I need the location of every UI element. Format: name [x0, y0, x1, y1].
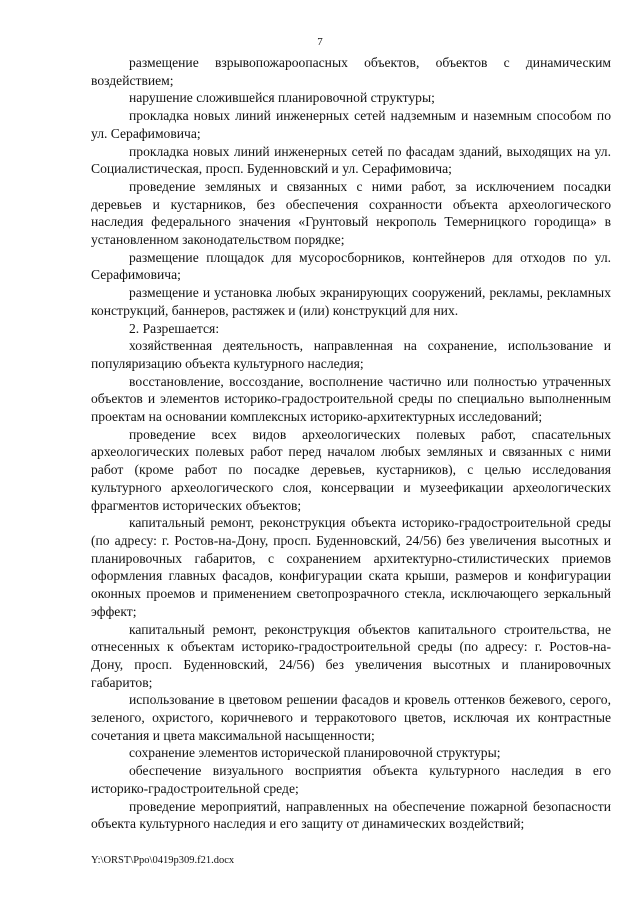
paragraph-1: размещение взрывопожароопасных объектов, объектов с динамическим воздействием;: [91, 55, 611, 88]
paragraph-14: использование в цветовом решении фасадов и кровель оттенков бежевого, серого, зеленого, охристого, коричневого и терракотового цветов, исключая их контрастные сочетания и цвета максимальной насыщенности;: [91, 692, 611, 743]
paragraph-15: сохранение элементов исторической планировочной структуры;: [129, 745, 501, 761]
section-heading-allowed: 2. Разрешается:: [129, 320, 220, 336]
paragraph-16: обеспечение визуального восприятия объекта культурного наследия в его историко-градостроительной среде;: [91, 763, 611, 796]
footer-file-path: Y:\ORST\Ppo\0419p309.f21.docx: [91, 855, 235, 866]
paragraph-4: прокладка новых линий инженерных сетей по фасадам зданий, выходящих на ул. Социалистическая, просп. Буденновский и ул. Серафимовича;: [91, 143, 611, 177]
paragraph-12: капитальный ремонт, реконструкция объекта историко-градостроительной среды (по адресу: г. Ростов-на-Дону, просп. Буденновский, 24/56) без увеличения высотных и планировочных габаритов, с сохранением архитектурно-стилистических приемов оформления главных фасадов, конфигурации ската крыши, размеров и конфигурации оконных проемов и применением светопрозрачного стекла, исключающего зеркальный эффект;: [91, 515, 611, 619]
paragraph-7: размещение и установка любых экранирующих сооружений, рекламы, рекламных конструкций, баннеров, растяжек и (или) конструкций для них.: [91, 285, 611, 318]
paragraph-9: хозяйственная деятельность, направленная на сохранение, использование и популяризацию объекта культурного наследия;: [91, 338, 611, 371]
paragraph-17: проведение мероприятий, направленных на обеспечение пожарной безопасности объекта культурного наследия и его защиту от динамических воздействий;: [91, 798, 611, 832]
paragraph-10: восстановление, воссоздание, восполнение частично или полностью утраченных объектов и элементов историко-градостроительной среды по специально выполненным проектам на основании комплексных историко-архитектурных исследований;: [91, 373, 611, 425]
paragraph-13: капитальный ремонт, реконструкция объектов капитального строительства, не отнесенных к объектам историко-градостроительной среды (по адресу: г. Ростов-на-Дону, просп. Буденновский, 24/56) без увеличения высотных и планировочных габаритов;: [91, 621, 611, 690]
paragraph-2: нарушение сложившейся планировочной структуры;: [129, 90, 435, 106]
paragraph-3: прокладка новых линий инженерных сетей надземным и наземным способом по ул. Серафимовича;: [91, 108, 611, 141]
page-number: 7: [317, 36, 323, 48]
paragraph-5: проведение земляных и связанных с ними работ, за исключением посадки деревьев и кустарников, без обеспечения сохранности объекта археологического наследия федерального значения «Грунтовый некрополь Темерницкого городища» в установленном законодательством порядке;: [91, 178, 611, 248]
paragraph-11: проведение всех видов археологических полевых работ, спасательных археологических полевых работ перед началом любых земляных и связанных с ними работ (кроме работ по посадке деревьев, кустарников), с целью исследования культурного археологического слоя, консервации и музеефикации археологических фрагментов исторических объектов;: [91, 426, 611, 513]
paragraph-6: размещение площадок для мусоросборников, контейнеров для отходов по ул. Серафимовича;: [91, 249, 611, 283]
document-body: [91, 54, 611, 833]
